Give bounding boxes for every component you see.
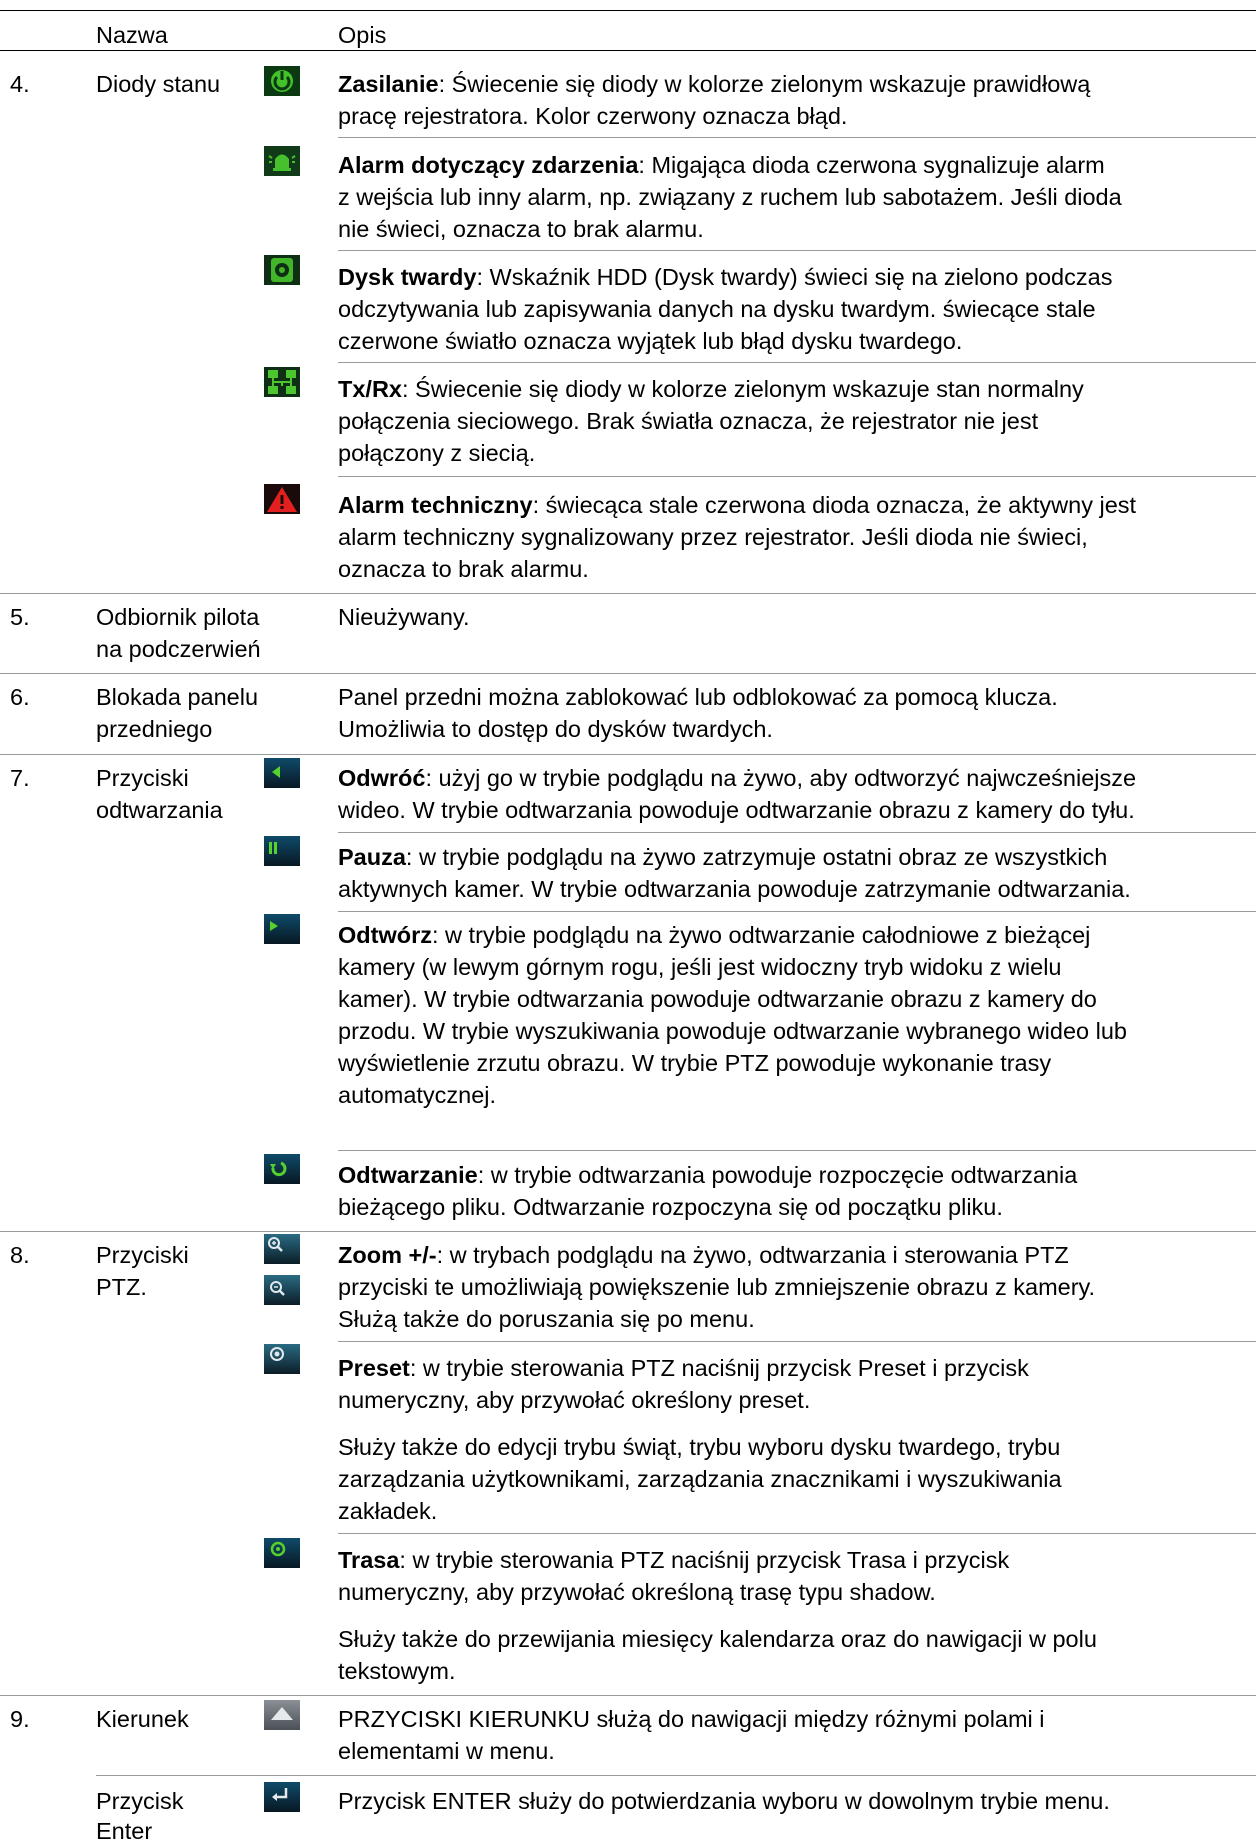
item-separator [338,250,1256,251]
description-line: aktywnych kamer. W trybie odtwarzania powoduje zatrzymanie odtwarzania. [338,876,1131,902]
item-separator [338,1341,1256,1342]
ptz-button-description [338,1545,1009,1577]
term: Tx/Rx [338,376,402,402]
alarm-bell-icon [264,146,300,176]
term: Alarm techniczny [338,492,533,518]
row-number: 6. [10,684,30,710]
row-description: Umożliwia to dostęp do dysków twardych. [338,716,773,742]
row-name: Przycisk [96,1788,184,1814]
row-name: na podczerwień [96,636,261,662]
row-description: elementami w menu. [338,1738,555,1764]
ptz-button-description [338,1240,1069,1272]
description-line: oznacza to brak alarmu. [338,556,589,582]
header-bottom-rule [0,50,1256,51]
zoom-out-icon [264,1275,300,1305]
row-separator [0,754,1256,755]
status-led-description [338,69,1090,101]
description-line: wyświetlenie zrzutu obrazu. W trybie PTZ powoduje wykonanie trasy [338,1050,1052,1076]
row-number: 8. [10,1242,30,1268]
description-line: z wejścia lub inny alarm, np. związany z ruchem lub sabotażem. Jeśli dioda [338,184,1122,210]
text: : w trybie podglądu na żywo odtwarzanie całodniowe z bieżącej [432,922,1091,948]
text: : w trybie sterowania PTZ naciśnij przycisk Trasa i przycisk [399,1547,1010,1573]
play-icon [264,914,300,944]
description-line: tekstowym. [338,1658,456,1684]
column-header-description: Opis [338,22,387,48]
playback-button-description [338,1160,1077,1192]
ptz-button-description [338,1353,1029,1385]
description-line: czerwone światło oznacza wyjątek lub błąd dysku twardego. [338,328,963,354]
route-icon [264,1538,300,1568]
description-line: numeryczny, aby przywołać określony preset. [338,1387,811,1413]
term: Zasilanie [338,71,439,97]
zoom-in-icon [264,1234,300,1264]
description-line: pracę rejestratora. Kolor czerwony oznacza błąd. [338,103,848,129]
term: Zoom +/- [338,1242,437,1268]
description-line: zarządzania użytkownikami, zarządzania znacznikami i wyszukiwania [338,1466,1062,1492]
status-led-description [338,490,1136,522]
term: Dysk twardy [338,264,477,290]
term: Odtwarzanie [338,1162,478,1188]
row-name: odtwarzania [96,797,223,823]
row-name: Blokada panelu [96,684,259,710]
playback-button-description [338,920,1090,952]
text: : Wskaźnik HDD (Dysk twardy) świeci się na zielono podczas [476,264,1113,290]
description-line: przyciski te umożliwiają powiększenie lub zmniejszenie obrazu z kamery. [338,1274,1096,1300]
row-name: Diody stanu [96,71,221,97]
description-line: kamer). W trybie odtwarzania powoduje odtwarzanie obrazu z kamery do [338,986,1097,1012]
term: Trasa [338,1547,400,1573]
row-number: 9. [10,1706,30,1732]
text: : Świecenie się diody w kolorze zielonym wskazuje stan normalny [402,376,1084,402]
row-separator [0,673,1256,674]
item-separator [338,362,1256,363]
row-name: Kierunek [96,1706,189,1732]
row-description: Nieużywany. [338,604,470,630]
term: Pauza [338,844,406,870]
description-line: kamery (w lewym górnym rogu, jeśli jest widoczny tryb widoku z wielu [338,954,1062,980]
text: : świecąca stale czerwona dioda oznacza, że aktywny jest [532,492,1137,518]
row-number: 7. [10,765,30,791]
text: : w trybie podglądu na żywo zatrzymuje ostatni obraz ze wszystkich [405,844,1108,870]
row-number: 4. [10,71,30,97]
reverse-icon [264,758,300,788]
row-name: PTZ. [96,1274,147,1300]
playback-button-description [338,842,1107,874]
description-line: nie świeci, oznacza to brak alarmu. [338,216,704,242]
row-description: Przycisk ENTER służy do potwierdzania wyboru w dowolnym trybie menu. [338,1788,1110,1814]
term: Preset [338,1355,410,1381]
row-name: Przyciski [96,1242,189,1268]
row-name: przedniego [96,716,213,742]
item-separator [338,832,1256,833]
text: : w trybie sterowania PTZ naciśnij przycisk Preset i przycisk [409,1355,1029,1381]
row-separator [0,1231,1256,1232]
enter-icon [264,1782,300,1812]
row-number: 5. [10,604,30,630]
term: Odwróć [338,765,426,791]
row-separator [0,593,1256,594]
term: Odtwórz [338,922,432,948]
item-separator [338,476,1256,477]
playback-button-description [338,763,1136,795]
text: : użyj go w trybie podglądu na żywo, aby odtworzyć najwcześniejsze [425,765,1137,791]
text: : Migająca dioda czerwona sygnalizuje alarm [638,152,1105,178]
description-line: Służy także do przewijania miesięcy kalendarza oraz do nawigacji w polu [338,1626,1097,1652]
item-separator [338,1150,1256,1151]
hard-disk-icon [264,255,300,285]
row-name: Przyciski [96,765,189,791]
preset-icon [264,1344,300,1374]
description-line: automatycznej. [338,1082,497,1108]
item-separator [338,911,1256,912]
status-led-description [338,150,1105,182]
row-separator [0,1695,1256,1696]
description-line: numeryczny, aby przywołać określoną trasę typu shadow. [338,1579,936,1605]
description-line: połączony z siecią. [338,440,536,466]
item-separator [338,1533,1256,1534]
power-icon [264,66,300,96]
row-name: Odbiornik pilota [96,604,260,630]
description-line: bieżącego pliku. Odtwarzanie rozpoczyna się od początku pliku. [338,1194,1003,1220]
column-header-name: Nazwa [96,22,168,48]
description-line: Służy także do edycji trybu świąt, trybu wyboru dysku twardego, trybu [338,1434,1061,1460]
item-separator [338,137,1256,138]
description-line: wideo. W trybie odtwarzania powoduje odtwarzanie obrazu z kamery do tyłu. [338,797,1135,823]
description-line: zakładek. [338,1498,438,1524]
description-line: przodu. W trybie wyszukiwania powoduje odtwarzanie wybranego wideo lub [338,1018,1127,1044]
description-line: alarm techniczny sygnalizowany przez rejestrator. Jeśli dioda nie świeci, [338,524,1088,550]
term: Alarm dotyczący zdarzenia [338,152,639,178]
row-description: Panel przedni można zablokować lub odblokować za pomocą klucza. [338,684,1058,710]
text: : Świecenie się diody w kolorze zielonym wskazuje prawidłową [438,71,1091,97]
pause-icon [264,836,300,866]
replay-icon [264,1154,300,1184]
table-top-rule [0,10,1256,11]
description-line: odczytywania lub zapisywania danych na dysku twardym. świecące stale [338,296,1096,322]
description-line: połączenia sieciowego. Brak światła oznacza, że rejestrator nie jest [338,408,1039,434]
item-separator [96,1775,1256,1776]
status-led-description [338,262,1112,294]
description-line: Służą także do poruszania się po menu. [338,1306,755,1332]
warning-triangle-icon [264,484,300,514]
direction-up-icon [264,1700,300,1730]
row-name: Enter [96,1818,153,1844]
status-led-description [338,374,1084,406]
text: : w trybach podglądu na żywo, odtwarzania i sterowania PTZ [436,1242,1069,1268]
network-icon [264,367,300,397]
row-description: PRZYCISKI KIERUNKU służą do nawigacji między różnymi polami i [338,1706,1045,1732]
text: : w trybie odtwarzania powoduje rozpoczęcie odtwarzania [477,1162,1078,1188]
